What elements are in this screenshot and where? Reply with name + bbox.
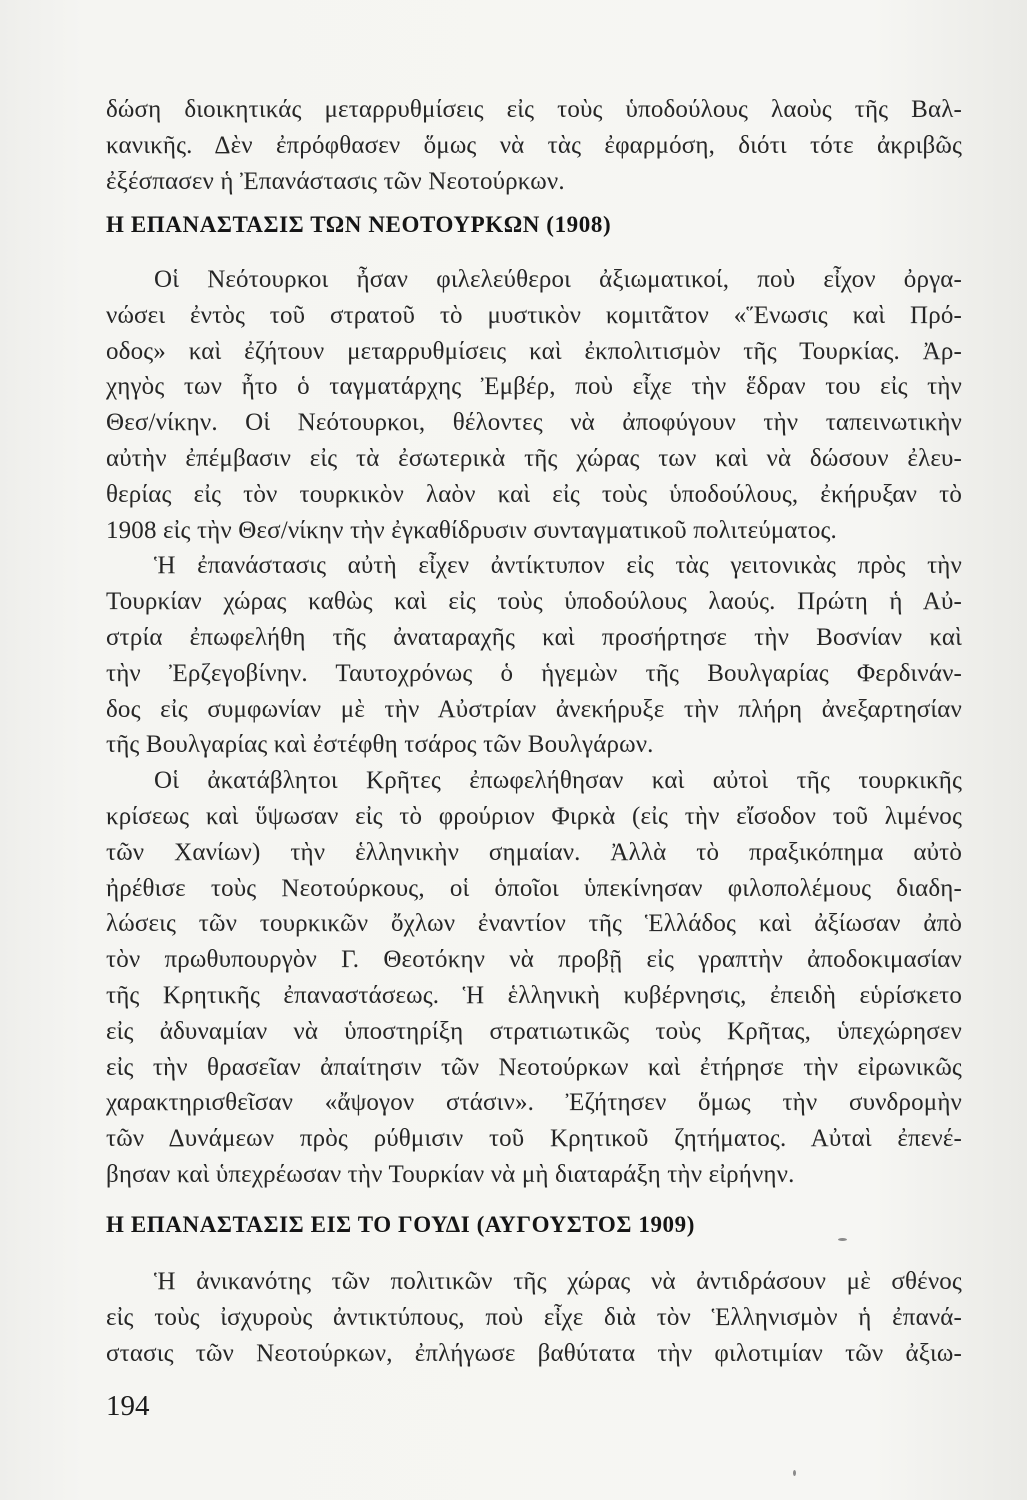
- text-line: τῆς Βουλγαρίας καὶ ἐστέφθη τσάρος τῶν Βουλγάρων.: [106, 731, 654, 759]
- text-line: Ἡ ἀνικανότης τῶν πολιτικῶν τῆς χώρας νὰ ἀντιδράσουν μὲ σθένος: [154, 1268, 962, 1295]
- print-speck: [838, 1238, 847, 1241]
- text-line: δώση διοικητικάς μεταρρυθμίσεις εἰς τοὺς ὑποδούλους λαοὺς τῆς Βαλ-: [106, 96, 962, 123]
- text-line: 1908 εἰς τὴν Θεσ/νίκην τὴν ἐγκαθίδρυσιν συνταγματικοῦ πολιτεύματος.: [106, 516, 837, 544]
- text-line: οδος» καὶ ἐζήτουν μεταρρυθμίσεις καὶ ἐκπολιτισμὸν τῆς Τουρκίας. Ἀρ-: [106, 337, 962, 365]
- text-line: ἐξέσπασεν ἡ Ἐπανάστασις τῶν Νεοτούρκων.: [106, 167, 565, 195]
- section-1-body: [106, 262, 962, 1193]
- text-line: Θεσ/νίκην. Οἱ Νεότουρκοι, θέλοντες νὰ ἀποφύγουν τὴν ταπεινωτικὴν: [106, 409, 962, 437]
- text-line: τῶν Χανίων) τὴν ἑλληνικὴν σημαίαν. Ἀλλὰ τὸ πραξικόπημα αὐτὸ: [106, 838, 962, 866]
- text-line: Τουρκίαν χώρας καθὼς καὶ εἰς τοὺς ὑποδούλους λαούς. Πρώτη ἡ Αὐ-: [106, 588, 962, 616]
- text-line: Οἱ Νεότουρκοι ἦσαν φιλελεύθεροι ἀξιωματικοί, ποὺ εἶχον ὀργα-: [154, 266, 962, 293]
- text-line: νώσει ἐντὸς τοῦ στρατοῦ τὸ μυστικὸν κομιτᾶτον «Ἕνωσις καὶ Πρό-: [106, 301, 962, 329]
- text-line: βησαν καὶ ὑπεχρέωσαν τὴν Τουρκίαν νὰ μὴ διαταράξη τὴν εἰρήνην.: [106, 1160, 795, 1188]
- section-2-body: [106, 1264, 962, 1371]
- text-line: εἰς ἀδυναμίαν νὰ ὑποστηρίξη στρατιωτικῶς τοὺς Κρῆτας, ὑπεχώρησεν: [106, 1017, 962, 1045]
- text-line: κανικῆς. Δὲν ἐπρόφθασεν ὅμως νὰ τὰς ἐφαρμόση, διότι τότε ἀκριβῶς: [106, 131, 962, 159]
- text-line: αὐτὴν ἐπέμβασιν εἰς τὰ ἐσωτερικὰ τῆς χώρας των καὶ νὰ δώσουν ἐλευ-: [106, 444, 962, 472]
- intro-paragraph: [106, 92, 962, 199]
- text-line: εἰς τὴν θρασεῖαν ἀπαίτησιν τῶν Νεοτούρκων καὶ ἐτήρησε τὴν εἰρωνικῶς: [106, 1053, 962, 1081]
- text-line: εἰς τοὺς ἰσχυροὺς ἀντικτύπους, ποὺ εἶχε διὰ τὸν Ἑλληνισμὸν ἡ ἐπανά-: [106, 1303, 962, 1331]
- text-line: Οἱ ἀκατάβλητοι Κρῆτες ἐπωφελήθησαν καὶ αὐτοὶ τῆς τουρκικῆς: [154, 767, 962, 795]
- text-line: λώσεις τῶν τουρκικῶν ὄχλων ἐναντίον τῆς Ἑλλάδος καὶ ἀξίωσαν ἀπὸ: [106, 910, 962, 938]
- text-line: Ἡ ἐπανάστασις αὐτὴ εἶχεν ἀντίκτυπον εἰς τὰς γειτονικὰς πρὸς τὴν: [154, 552, 962, 580]
- text-line: χαρακτηρισθεῖσαν «ἄψογον στάσιν». Ἐζήτησεν ὅμως τὴν συνδρομὴν: [106, 1089, 962, 1117]
- text-line: χηγὸς των ἦτο ὁ ταγματάρχης Ἐμβέρ, ποὺ εἶχε τὴν ἕδραν του εἰς τὴν: [106, 373, 962, 401]
- page-number: 194: [106, 1390, 150, 1422]
- print-speck: [793, 1470, 796, 1476]
- text-line: ἠρέθισε τοὺς Νεοτούρκους, οἱ ὁποῖοι ὑπεκίνησαν φιλοπολέμους διαδη-: [106, 874, 962, 902]
- text-line: τῶν Δυνάμεων πρὸς ρύθμισιν τοῦ Κρητικοῦ ζητήματος. Αὐταὶ ἐπενέ-: [106, 1125, 962, 1153]
- section-heading: Η ΕΠΑΝΑΣΤΑΣΙΣ ΕΙΣ ΤΟ ΓΟΥΔΙ (ΑΥΓΟΥΣΤΟΣ 1909): [106, 1212, 696, 1237]
- text-line: στρία ἐπωφελήθη τῆς ἀναταραχῆς καὶ προσήρτησε τὴν Βοσνίαν καὶ: [106, 623, 962, 651]
- text-line: τὸν πρωθυπουργὸν Γ. Θεοτόκην νὰ προβῇ εἰς γραπτὴν ἀποδοκιμασίαν: [106, 946, 962, 974]
- text-line: θερίας εἰς τὸν τουρκικὸν λαὸν καὶ εἰς τοὺς ὑποδούλους, ἐκήρυξαν τὸ: [106, 480, 962, 508]
- text-line: κρίσεως καὶ ὕψωσαν εἰς τὸ φρούριον Φιρκὰ (εἰς τὴν εἴσοδον τοῦ λιμένος: [106, 802, 962, 830]
- text-line: τὴν Ἐρζεγοβίνην. Ταυτοχρόνως ὁ ἡγεμὼν τῆς Βουλγαρίας Φερδινάν-: [106, 659, 962, 687]
- text-line: στασις τῶν Νεοτούρκων, ἐπλήγωσε βαθύτατα τὴν φιλοτιμίαν τῶν ἀξιω-: [106, 1339, 962, 1367]
- section-heading: Η ΕΠΑΝΑΣΤΑΣΙΣ ΤΩΝ ΝΕΟΤΟΥΡΚΩΝ (1908): [106, 212, 612, 237]
- text-line: δος εἰς συμφωνίαν μὲ τὴν Αὐστρίαν ἀνεκήρυξε τὴν πλήρη ἀνεξαρτησίαν: [106, 695, 962, 723]
- text-line: τῆς Κρητικῆς ἐπαναστάσεως. Ἡ ἑλληνικὴ κυβέρνησις, ἐπειδὴ εὑρίσκετο: [106, 981, 962, 1009]
